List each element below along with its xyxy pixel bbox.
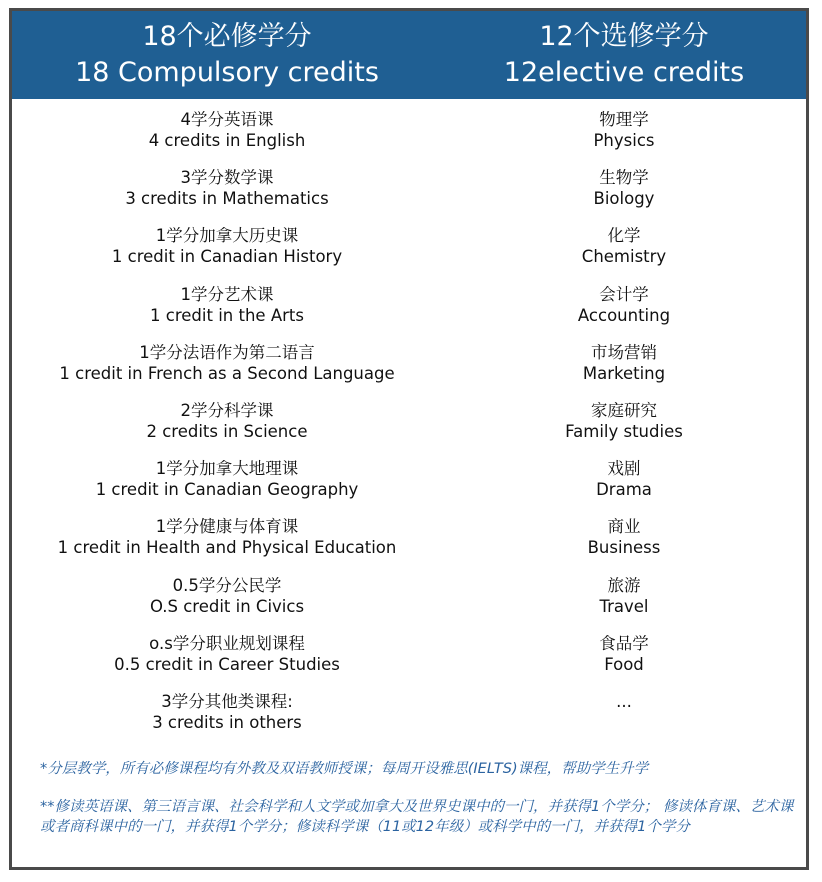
- item-zh: 3学分数学课: [180, 168, 274, 188]
- item-en: Accounting: [577, 305, 671, 325]
- elective-header: [442, 11, 806, 99]
- item-zh: 家庭研究: [591, 400, 657, 420]
- compulsory-header: [12, 11, 442, 99]
- elective-list: [442, 107, 806, 747]
- table-header: [12, 11, 806, 99]
- item-zh: 0.5学分公民学: [172, 575, 282, 595]
- list-item: [442, 398, 806, 456]
- item-en: Family studies: [565, 421, 683, 441]
- item-zh: 4学分英语课: [180, 110, 274, 129]
- item-en: Physics: [593, 131, 655, 150]
- list-item: [12, 223, 442, 281]
- item-en: 4 credits in English: [148, 131, 306, 150]
- item-en: Travel: [599, 596, 649, 616]
- item-zh: 物理学: [599, 110, 649, 129]
- item-zh: o.s学分职业规划课程: [149, 633, 305, 653]
- item-zh: 1学分法语作为第二语言: [139, 342, 315, 362]
- item-zh: 市场营销: [591, 342, 657, 362]
- item-zh: 生物学: [599, 168, 649, 188]
- item-en: 1 credit in the Arts: [150, 305, 304, 325]
- elective-header-zh: 12个选修学分: [539, 21, 709, 52]
- item-en: Biology: [593, 189, 655, 209]
- item-zh: 旅游: [607, 575, 641, 595]
- item-en: Drama: [596, 480, 652, 500]
- compulsory-header-en: 18 Compulsory credits: [75, 57, 379, 88]
- item-en: Marketing: [582, 363, 666, 383]
- item-zh: 会计学: [599, 284, 649, 304]
- list-item: [12, 689, 442, 747]
- item-zh: 商业: [607, 517, 641, 537]
- item-zh: 1学分艺术课: [180, 284, 274, 304]
- item-zh: 食品学: [599, 633, 649, 653]
- item-zh: 1学分加拿大历史课: [155, 226, 299, 246]
- list-item: [12, 631, 442, 689]
- footnote-1: *分层教学，所有必修课程均有外教及双语教师授课；每周开设雅思(IELTS)课程，帮助学生升学: [40, 761, 649, 777]
- elective-header-en: 12elective credits: [503, 57, 745, 88]
- item-en: 2 credits in Science: [146, 421, 308, 441]
- credits-table: [9, 8, 809, 870]
- item-en: Food: [604, 654, 644, 674]
- list-item: [12, 456, 442, 514]
- item-en: 1 credit in French as a Second Language: [59, 363, 395, 383]
- item-en: 1 credit in Canadian Geography: [95, 480, 359, 500]
- list-item: [442, 223, 806, 281]
- item-zh: 1学分健康与体育课: [155, 517, 299, 537]
- list-item: [442, 573, 806, 631]
- item-zh: 戏剧: [607, 459, 641, 479]
- item-en: Chemistry: [581, 247, 667, 267]
- item-en: Business: [587, 538, 661, 558]
- list-item: [442, 107, 806, 165]
- list-item: [12, 107, 442, 165]
- item-en: 3 credits in Mathematics: [125, 189, 329, 209]
- item-zh: 3学分其他类课程:: [161, 691, 293, 711]
- item-en: 3 credits in others: [152, 712, 302, 732]
- list-item: [12, 282, 442, 340]
- item-zh: 化学: [607, 226, 641, 246]
- list-item: [12, 514, 442, 572]
- list-item: [442, 165, 806, 223]
- list-item: [442, 340, 806, 398]
- item-zh: 2学分科学课: [180, 400, 274, 420]
- list-item: [12, 398, 442, 456]
- list-item: [12, 573, 442, 631]
- item-en: O.S credit in Civics: [149, 596, 305, 616]
- list-item: [442, 689, 806, 747]
- list-item: [442, 631, 806, 689]
- list-item: [442, 514, 806, 572]
- item-zh: 1学分加拿大地理课: [155, 459, 299, 479]
- item-en: 0.5 credit in Career Studies: [114, 654, 340, 674]
- compulsory-header-zh: 18个必修学分: [142, 21, 312, 52]
- item-en: 1 credit in Canadian History: [111, 247, 343, 267]
- compulsory-list: [12, 107, 442, 747]
- item-en: 1 credit in Health and Physical Education: [57, 538, 397, 558]
- list-item: [12, 340, 442, 398]
- footnotes: [40, 759, 800, 837]
- list-item: [442, 282, 806, 340]
- list-item: [12, 165, 442, 223]
- list-item: [442, 456, 806, 514]
- item-zh: ...: [616, 691, 632, 711]
- footnote-2: **修读英语课、第三语言课、社会科学和人文学或加拿大及世界史课中的一门，并获得1个学分； 修读体育课、艺术课或者商科课中的一门，并获得1个学分；修读科学课（11或12年级）或科学中的一门，并获得1个学分: [40, 799, 794, 835]
